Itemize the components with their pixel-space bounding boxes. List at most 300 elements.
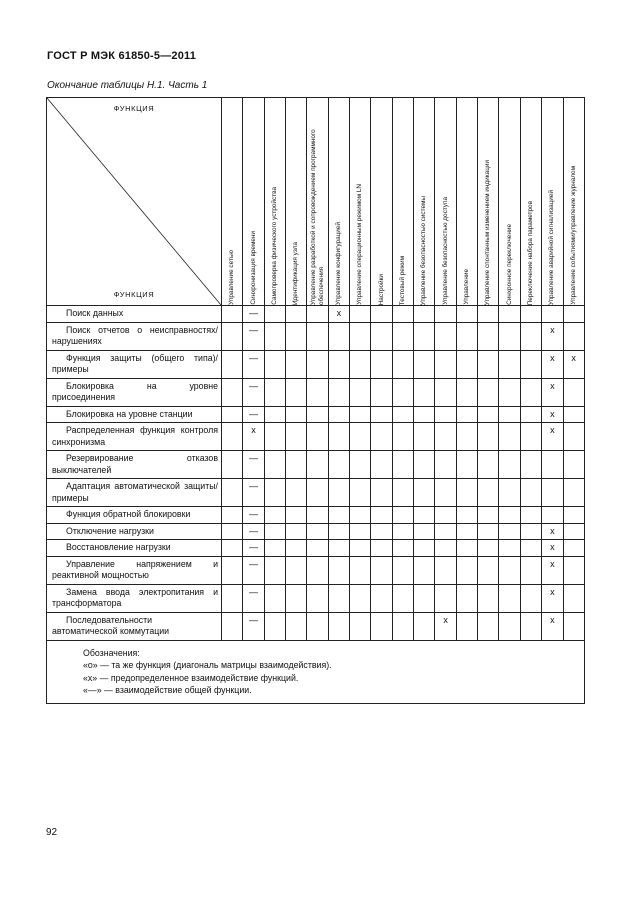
matrix-cell (371, 540, 392, 557)
matrix-cell (563, 540, 584, 557)
matrix-cell (350, 306, 371, 323)
matrix-cell (286, 540, 307, 557)
matrix-cell (264, 540, 285, 557)
row-function-label: Поиск отчетов о неисправностях/нарушениях (52, 324, 218, 346)
matrix-cell (328, 378, 349, 406)
matrix-cell: — (243, 322, 264, 350)
matrix-cell (286, 556, 307, 584)
matrix-cell (478, 556, 499, 584)
matrix-cell (414, 350, 435, 378)
matrix-cell (456, 306, 477, 323)
matrix-cell (286, 451, 307, 479)
row-function-name (47, 350, 222, 378)
row-function-name (47, 540, 222, 557)
matrix-cell (520, 612, 541, 640)
row-function-name (47, 612, 222, 640)
matrix-cell (392, 451, 413, 479)
matrix-cell (371, 556, 392, 584)
column-header (264, 98, 285, 306)
matrix-cell (307, 523, 328, 540)
matrix-cell (499, 406, 520, 423)
row-function-name (47, 322, 222, 350)
matrix-cell (350, 322, 371, 350)
matrix-cell (520, 423, 541, 451)
matrix-cell (392, 479, 413, 507)
matrix-cell (286, 523, 307, 540)
matrix-cell: — (243, 523, 264, 540)
matrix-cell: х (542, 540, 563, 557)
matrix-cell (328, 584, 349, 612)
matrix-cell: — (243, 451, 264, 479)
matrix-cell (307, 507, 328, 524)
matrix-cell (328, 322, 349, 350)
matrix-cell (414, 378, 435, 406)
matrix-cell (286, 406, 307, 423)
matrix-cell (435, 556, 456, 584)
matrix-cell (499, 523, 520, 540)
matrix-cell (435, 306, 456, 323)
matrix-cell (264, 451, 285, 479)
matrix-cell (478, 612, 499, 640)
matrix-cell: — (243, 612, 264, 640)
matrix-cell (478, 350, 499, 378)
table-row (47, 507, 585, 524)
legend-line: «о» — та же функция (диагональ матрицы взаимодействия). (83, 660, 332, 670)
document-header: ГОСТ Р МЭК 61850-5—2011 (47, 50, 197, 62)
matrix-cell (286, 322, 307, 350)
matrix-cell (499, 479, 520, 507)
column-header (286, 98, 307, 306)
matrix-cell (456, 423, 477, 451)
column-header (520, 98, 541, 306)
column-header-label: Управление операционным режимом LN (356, 184, 364, 305)
matrix-cell (499, 556, 520, 584)
matrix-cell: х (542, 322, 563, 350)
matrix-cell (478, 507, 499, 524)
matrix-cell (350, 451, 371, 479)
column-header (307, 98, 328, 306)
matrix-cell (478, 423, 499, 451)
matrix-cell (542, 306, 563, 323)
column-header-label: Синхронизация времени (249, 231, 257, 305)
matrix-cell (414, 556, 435, 584)
matrix-cell (563, 479, 584, 507)
matrix-cell (371, 451, 392, 479)
matrix-cell (414, 523, 435, 540)
matrix-cell (520, 350, 541, 378)
matrix-cell (456, 406, 477, 423)
matrix-cell (520, 306, 541, 323)
table-row (47, 479, 585, 507)
matrix-cell (414, 322, 435, 350)
matrix-cell (499, 612, 520, 640)
matrix-cell (520, 540, 541, 557)
page-number: 92 (46, 827, 58, 838)
matrix-cell (222, 350, 243, 378)
matrix-cell (328, 451, 349, 479)
matrix-cell (350, 350, 371, 378)
matrix-cell (414, 612, 435, 640)
matrix-cell (456, 479, 477, 507)
column-header-label: Настройки (377, 273, 385, 305)
matrix-cell (499, 423, 520, 451)
matrix-cell (350, 423, 371, 451)
matrix-cell (286, 612, 307, 640)
matrix-cell (350, 507, 371, 524)
matrix-cell: х (542, 350, 563, 378)
matrix-cell (350, 584, 371, 612)
matrix-cell (414, 451, 435, 479)
matrix-cell (563, 584, 584, 612)
matrix-cell (307, 556, 328, 584)
matrix-cell: х (542, 406, 563, 423)
matrix-cell: х (243, 423, 264, 451)
diagonal-line (47, 98, 221, 305)
matrix-cell (350, 540, 371, 557)
column-header (414, 98, 435, 306)
matrix-cell (392, 612, 413, 640)
matrix-cell (563, 406, 584, 423)
matrix-cell (328, 612, 349, 640)
column-header-label: Тестовый режим (398, 255, 406, 305)
matrix-cell (563, 556, 584, 584)
column-header-label: Самопроверка физического устройства (270, 187, 278, 305)
matrix-cell (286, 350, 307, 378)
matrix-cell (264, 612, 285, 640)
matrix-cell (307, 479, 328, 507)
matrix-cell (499, 540, 520, 557)
matrix-cell (542, 451, 563, 479)
matrix-cell (414, 479, 435, 507)
matrix-cell (435, 406, 456, 423)
matrix-cell (435, 451, 456, 479)
matrix-cell (563, 612, 584, 640)
matrix-cell (371, 584, 392, 612)
matrix-cell (371, 406, 392, 423)
column-header (222, 98, 243, 306)
column-header-label: Идентификация узла (292, 241, 300, 305)
matrix-cell (350, 523, 371, 540)
matrix-cell (307, 451, 328, 479)
matrix-cell (392, 322, 413, 350)
matrix-cell (328, 556, 349, 584)
matrix-cell (392, 406, 413, 423)
matrix-cell (456, 584, 477, 612)
matrix-cell (435, 540, 456, 557)
matrix-cell (286, 423, 307, 451)
matrix-cell (222, 584, 243, 612)
row-function-label: Поиск данных (66, 308, 124, 318)
column-header (499, 98, 520, 306)
matrix-cell (222, 556, 243, 584)
matrix-cell (371, 378, 392, 406)
matrix-cell (435, 350, 456, 378)
row-function-label: Отключение нагрузки (66, 525, 154, 536)
matrix-cell (392, 378, 413, 406)
matrix-cell (542, 479, 563, 507)
matrix-cell (456, 350, 477, 378)
column-header (478, 98, 499, 306)
matrix-cell: — (243, 306, 264, 323)
table-row (47, 322, 585, 350)
column-header-label: Управление событиями/управление журналом (569, 166, 577, 305)
column-header-label: Переключение набора параметров (526, 200, 534, 305)
row-function-label: Замена ввода электропитания и трансформатора (52, 586, 218, 608)
matrix-cell (307, 584, 328, 612)
matrix-cell (499, 378, 520, 406)
column-header-label: Управление аварийной сигнализацией (548, 189, 556, 305)
matrix-cell (307, 612, 328, 640)
matrix-cell (264, 584, 285, 612)
matrix-cell (328, 479, 349, 507)
matrix-cell (478, 584, 499, 612)
table-row (47, 556, 585, 584)
matrix-cell (328, 423, 349, 451)
matrix-cell (264, 306, 285, 323)
column-header (435, 98, 456, 306)
column-header-label: Управление безопасностью системы (420, 195, 428, 305)
matrix-cell (435, 523, 456, 540)
matrix-cell (392, 523, 413, 540)
row-function-label: Восстановление нагрузки (66, 542, 171, 552)
matrix-cell (456, 507, 477, 524)
table-row (47, 523, 585, 540)
matrix-cell (328, 350, 349, 378)
matrix-cell (307, 350, 328, 378)
matrix-cell (520, 451, 541, 479)
matrix-cell (392, 306, 413, 323)
matrix-cell (435, 479, 456, 507)
matrix-cell (371, 523, 392, 540)
matrix-cell (328, 507, 349, 524)
row-function-label: Функция обратной блокировки (66, 509, 191, 519)
matrix-cell (264, 523, 285, 540)
matrix-cell (264, 378, 285, 406)
table-row (47, 378, 585, 406)
matrix-cell (478, 322, 499, 350)
column-header (350, 98, 371, 306)
matrix-cell (222, 423, 243, 451)
matrix-cell (435, 584, 456, 612)
matrix-cell (478, 451, 499, 479)
table-row (47, 306, 585, 323)
matrix-cell: — (243, 540, 264, 557)
column-header-label: Управление (462, 269, 470, 305)
table-caption: Окончание таблицы Н.1. Часть 1 (47, 80, 208, 91)
matrix-cell (371, 306, 392, 323)
matrix-cell: х (542, 423, 563, 451)
table-row (47, 451, 585, 479)
matrix-cell (307, 322, 328, 350)
matrix-cell (456, 612, 477, 640)
matrix-cell (478, 306, 499, 323)
matrix-cell (371, 479, 392, 507)
table-row (47, 423, 585, 451)
legend (47, 640, 585, 703)
column-header (542, 98, 563, 306)
row-function-label: Блокировка на уровне станции (66, 408, 193, 419)
matrix-cell (456, 378, 477, 406)
column-header-label: Управление спонтанным изменением индикации (484, 159, 492, 305)
row-function-label: Функция защиты (общего типа)/примеры (52, 352, 218, 374)
matrix-cell (520, 406, 541, 423)
row-function-name (47, 451, 222, 479)
matrix-cell: х (542, 378, 563, 406)
matrix-cell (499, 350, 520, 378)
column-header (328, 98, 349, 306)
matrix-cell (478, 406, 499, 423)
matrix-cell (478, 540, 499, 557)
matrix-cell (286, 306, 307, 323)
matrix-cell: х (328, 306, 349, 323)
matrix-cell (392, 350, 413, 378)
matrix-cell (392, 556, 413, 584)
corner-bottom-label: ФУНКЦИЯ (113, 290, 155, 299)
matrix-cell (222, 523, 243, 540)
matrix-table (46, 97, 585, 704)
matrix-cell (264, 507, 285, 524)
matrix-cell (392, 423, 413, 451)
matrix-cell: х (435, 612, 456, 640)
row-function-label: Распределенная функция контроля синхронизма (52, 425, 218, 447)
matrix-cell (563, 451, 584, 479)
corner-top-label: ФУНКЦИЯ (113, 104, 155, 113)
corner-cell (47, 98, 222, 306)
matrix-cell (563, 423, 584, 451)
matrix-cell (307, 540, 328, 557)
matrix-cell (350, 378, 371, 406)
matrix-cell (435, 507, 456, 524)
legend-title: Обозначения: (83, 647, 140, 658)
column-header-label: Управление разработкой и сопровождением программного обеспечения (309, 129, 325, 305)
table-row (47, 406, 585, 423)
matrix-cell (350, 612, 371, 640)
matrix-cell (563, 523, 584, 540)
matrix-cell (264, 423, 285, 451)
column-header (243, 98, 264, 306)
table-row (47, 584, 585, 612)
matrix-cell: х (542, 556, 563, 584)
matrix-cell (520, 322, 541, 350)
column-header-label: Управление конфигурацией (334, 222, 342, 305)
matrix-cell (435, 322, 456, 350)
matrix-cell (414, 406, 435, 423)
matrix-cell (520, 507, 541, 524)
matrix-cell (435, 423, 456, 451)
matrix-cell (499, 507, 520, 524)
matrix-cell (520, 378, 541, 406)
matrix-cell (286, 479, 307, 507)
matrix-cell (371, 612, 392, 640)
matrix-cell (328, 540, 349, 557)
matrix-cell (222, 378, 243, 406)
matrix-cell: х (542, 523, 563, 540)
matrix-cell (350, 406, 371, 423)
matrix-cell (520, 523, 541, 540)
matrix-cell (222, 451, 243, 479)
matrix-cell (222, 306, 243, 323)
table-row (47, 350, 585, 378)
matrix-cell (392, 507, 413, 524)
matrix-cell (542, 507, 563, 524)
matrix-cell (414, 423, 435, 451)
matrix-cell (307, 378, 328, 406)
row-function-label: Блокировка на уровне присоединения (52, 380, 218, 402)
matrix-cell: — (243, 507, 264, 524)
matrix-cell (499, 322, 520, 350)
matrix-cell (414, 507, 435, 524)
matrix-cell (222, 479, 243, 507)
matrix-cell (456, 523, 477, 540)
column-header (456, 98, 477, 306)
matrix-cell (563, 306, 584, 323)
matrix-cell (222, 507, 243, 524)
row-function-name (47, 523, 222, 540)
matrix-cell: — (243, 584, 264, 612)
matrix-cell (478, 378, 499, 406)
header-row (47, 98, 585, 306)
matrix-cell (307, 423, 328, 451)
row-function-name (47, 584, 222, 612)
matrix-cell (499, 584, 520, 612)
matrix-cell (478, 479, 499, 507)
row-function-name (47, 378, 222, 406)
matrix-cell (520, 479, 541, 507)
matrix-cell (264, 350, 285, 378)
matrix-cell (371, 322, 392, 350)
matrix-cell (456, 556, 477, 584)
column-header-label: Управление сетью (228, 250, 236, 305)
matrix-cell (456, 322, 477, 350)
legend-line: «х» — предопределенное взаимодействие функций. (83, 672, 299, 683)
matrix-cell (563, 322, 584, 350)
matrix-cell (264, 322, 285, 350)
matrix-cell (222, 406, 243, 423)
matrix-cell (264, 479, 285, 507)
matrix-cell (414, 540, 435, 557)
row-function-name (47, 507, 222, 524)
matrix-cell (520, 584, 541, 612)
matrix-cell (286, 507, 307, 524)
matrix-cell (328, 523, 349, 540)
matrix-cell: — (243, 350, 264, 378)
matrix-cell (478, 523, 499, 540)
matrix-cell (264, 406, 285, 423)
legend-row (47, 640, 585, 703)
matrix-cell (350, 479, 371, 507)
column-header (392, 98, 413, 306)
row-function-name (47, 306, 222, 323)
row-function-label: Адаптация автоматической защиты/примеры (52, 481, 218, 503)
row-function-name (47, 406, 222, 423)
matrix-cell: — (243, 556, 264, 584)
matrix-cell (456, 451, 477, 479)
matrix-cell: — (243, 406, 264, 423)
matrix-cell (222, 540, 243, 557)
matrix-cell: — (243, 479, 264, 507)
matrix-cell (328, 406, 349, 423)
matrix-cell (307, 306, 328, 323)
legend-line: «—» — взаимодействие общей функции. (83, 685, 252, 695)
matrix-cell (222, 612, 243, 640)
matrix-cell (392, 540, 413, 557)
matrix-cell (307, 406, 328, 423)
matrix-cell (286, 584, 307, 612)
matrix-cell (563, 507, 584, 524)
matrix-cell (414, 584, 435, 612)
row-function-name (47, 479, 222, 507)
matrix-cell: — (243, 378, 264, 406)
